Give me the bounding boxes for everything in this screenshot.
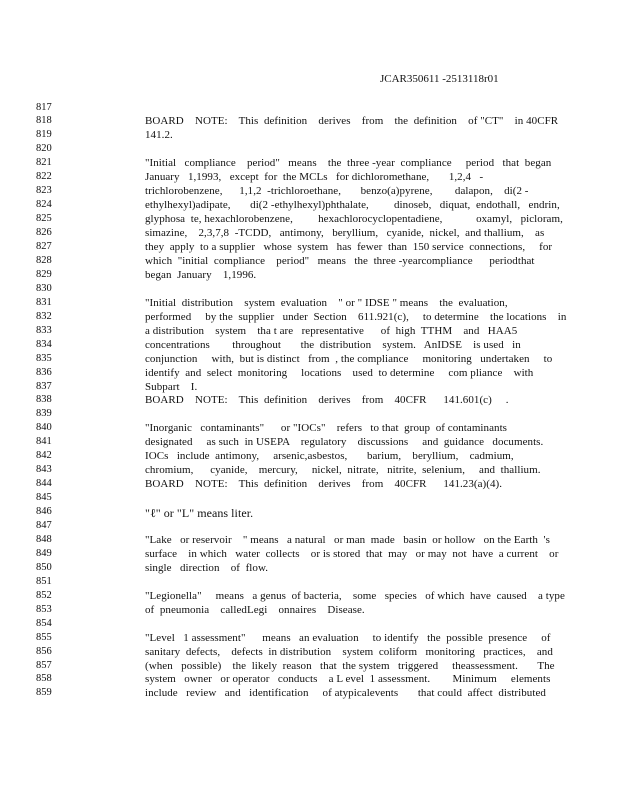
line-number: 835 bbox=[36, 352, 52, 364]
line-text: BOARD NOTE: This definition derives from 40CFR 141.601(c) . bbox=[145, 394, 509, 407]
line-number: 830 bbox=[36, 282, 52, 294]
line-text: "Level 1 assessment" means an evaluation to identify the possible presence of bbox=[145, 631, 551, 644]
line-text: a distribution system tha t are representative of high TTHM and HAA5 bbox=[145, 324, 518, 337]
line-text: "Inorganic contaminants" or "IOCs" refers to that group of contaminants bbox=[145, 422, 508, 435]
line-text: sanitary defects, defects in distribution system coliform monitoring practices, and bbox=[145, 645, 553, 658]
line-text: "Lake or reservoir " means a natural or man made basin or hollow on the Earth 's bbox=[145, 533, 550, 546]
line-number: 834 bbox=[36, 338, 52, 350]
line-text: 141.2. bbox=[145, 129, 173, 142]
line-number: 856 bbox=[36, 645, 52, 657]
line-number: 829 bbox=[36, 268, 52, 280]
line-number: 821 bbox=[36, 157, 52, 169]
line-number: 842 bbox=[36, 450, 52, 462]
line-number: 817 bbox=[36, 101, 52, 113]
line-number: 831 bbox=[36, 296, 52, 308]
line-text: Subpart I. bbox=[145, 380, 198, 393]
line-number: 822 bbox=[36, 171, 52, 183]
line-number: 836 bbox=[36, 366, 52, 378]
line-number: 851 bbox=[36, 575, 52, 587]
line-number: 849 bbox=[36, 547, 52, 559]
line-number: 844 bbox=[36, 478, 52, 490]
line-number: 826 bbox=[36, 227, 52, 239]
line-text: system owner or operator conducts a L evel 1 assessment. Minimum elements bbox=[145, 673, 551, 686]
line-number: 837 bbox=[36, 380, 52, 392]
line-text: glyphosa te, hexachlorobenzene, hexachlorocyclopentadiene, oxamyl, picloram, bbox=[145, 213, 563, 226]
line-number: 819 bbox=[36, 129, 52, 141]
line-number: 824 bbox=[36, 199, 52, 211]
line-text: conjunction with, but is distinct from , the compliance monitoring undertaken to bbox=[145, 352, 553, 365]
line-number: 840 bbox=[36, 422, 52, 434]
line-number: 847 bbox=[36, 520, 52, 531]
line-number: 828 bbox=[36, 254, 52, 266]
line-text: designated as such in USEPA regulatory discussions and guidance documents. bbox=[145, 436, 544, 449]
line-text: which "initial compliance period" means the three -yearcompliance periodthat bbox=[145, 254, 535, 267]
line-number: 838 bbox=[36, 394, 52, 406]
line-text: BOARD NOTE: This definition derives from 40CFR 141.23(a)(4). bbox=[145, 478, 503, 491]
line-number: 852 bbox=[36, 589, 52, 601]
line-number: 818 bbox=[36, 115, 52, 127]
line-number: 850 bbox=[36, 561, 52, 573]
line-number: 859 bbox=[36, 687, 52, 699]
line-text: performed by the supplier under Section 611.921(c), to determine the locations in bbox=[145, 310, 567, 323]
line-text: of pneumonia calledLegi onnaires Disease. bbox=[145, 603, 365, 616]
line-number: 845 bbox=[36, 492, 52, 504]
line-text: single direction of flow. bbox=[145, 561, 269, 574]
line-text: include review and identification of atypicalevents that could affect distributed bbox=[145, 687, 546, 700]
line-text: identify and select monitoring locations used to determine com pliance with bbox=[145, 366, 534, 379]
line-number: 843 bbox=[36, 464, 52, 476]
line-text: simazine, 2,3,7,8 -TCDD, antimony, beryllium, cyanide, nickel, and thallium, as bbox=[145, 227, 545, 240]
line-text: ethylhexyl)adipate, di(2 -ethylhexyl)phthalate, dinoseb, diquat, endothall, endrin, bbox=[145, 199, 560, 212]
document-id-header: JCAR350611 -2513118r01 bbox=[380, 73, 499, 85]
line-text: IOCs include antimony, arsenic,asbestos, barium, beryllium, cadmium, bbox=[145, 450, 514, 463]
line-number: 855 bbox=[36, 631, 52, 643]
line-text: "Initial compliance period" means the three -year compliance period that began bbox=[145, 157, 552, 170]
line-number: 841 bbox=[36, 436, 52, 448]
line-text: (when possible) the likely reason that the system triggered theassessment. The bbox=[145, 659, 555, 672]
line-number: 833 bbox=[36, 324, 52, 336]
line-number: 823 bbox=[36, 185, 52, 197]
line-text: began January 1,1996. bbox=[145, 268, 257, 281]
line-text: BOARD NOTE: This definition derives from the definition of "CT" in 40CFR bbox=[145, 115, 559, 128]
line-text: trichlorobenzene, 1,1,2 -trichloroethane, benzo(a)pyrene, dalapon, di(2 - bbox=[145, 185, 529, 198]
line-number: 857 bbox=[36, 659, 52, 671]
line-text: "Initial distribution system evaluation " or " IDSE " means the evaluation, bbox=[145, 296, 508, 309]
line-number: 848 bbox=[36, 533, 52, 545]
line-number: 825 bbox=[36, 213, 52, 225]
line-text: concentrations throughout the distribution system. AnIDSE is used in bbox=[145, 338, 521, 351]
line-number: 839 bbox=[36, 408, 52, 420]
line-text: surface in which water collects or is stored that may or may not have a current or bbox=[145, 547, 559, 560]
line-text: "Legionella" means a genus of bacteria, some species of which have caused a type bbox=[145, 589, 565, 602]
line-text: January 1,1993, except for the MCLs for dichloromethane, 1,2,4 - bbox=[145, 171, 484, 184]
line-number: 853 bbox=[36, 603, 52, 615]
line-number: 854 bbox=[36, 617, 52, 629]
line-number: 832 bbox=[36, 310, 52, 322]
line-number: 846 bbox=[36, 506, 52, 518]
line-text: they apply to a supplier whose system has fewer than 150 service connections, for bbox=[145, 241, 553, 253]
line-text: chromium, cyanide, mercury, nickel, nitrate, nitrite, selenium, and thallium. bbox=[145, 464, 541, 477]
line-number: 858 bbox=[36, 673, 52, 685]
line-number: 827 bbox=[36, 241, 52, 252]
definition-heading: "ℓ" or "L" means liter. bbox=[145, 506, 254, 521]
line-number: 820 bbox=[36, 143, 52, 155]
